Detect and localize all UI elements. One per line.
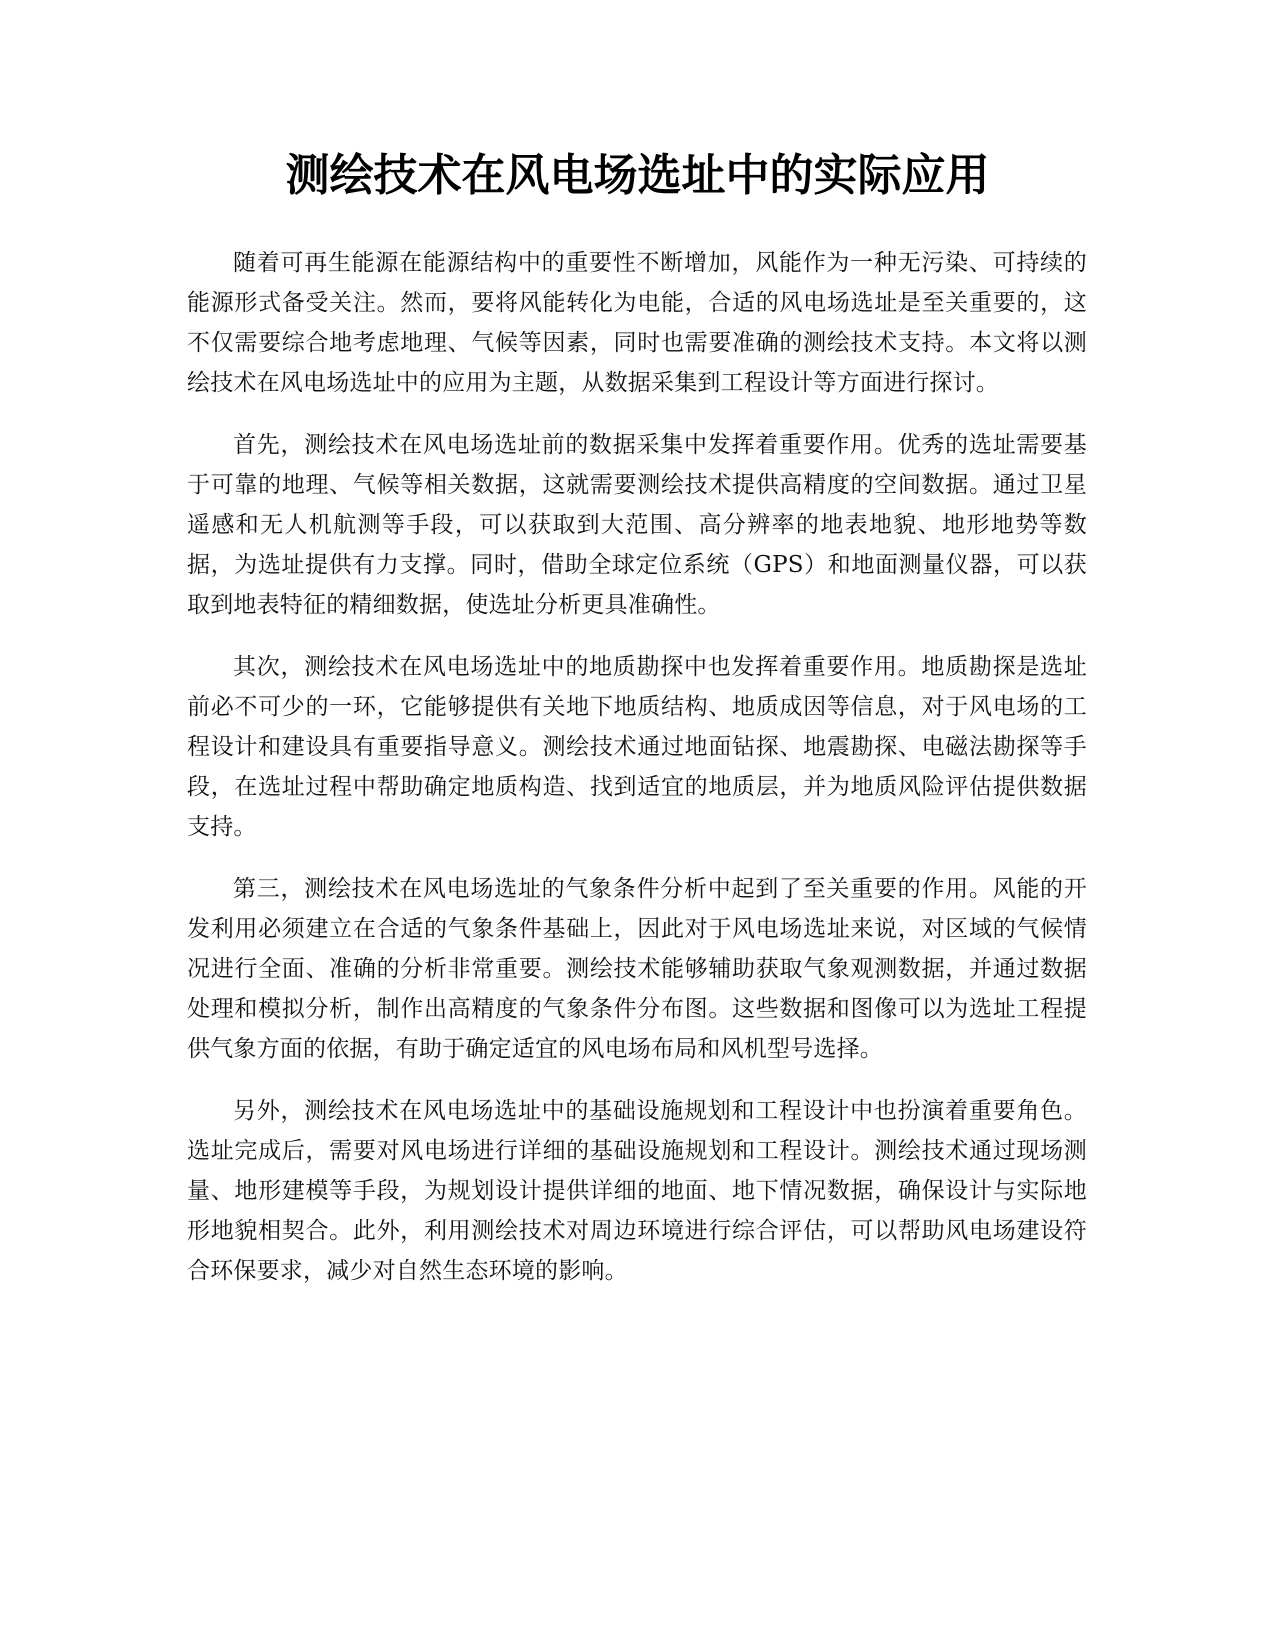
page-title: 测绘技术在风电场选址中的实际应用 <box>285 150 990 201</box>
paragraph-intro: 随着可再生能源在能源结构中的重要性不断增加，风能作为一种无污染、可持续的能源形式备受关注。然而，要将风能转化为电能，合适的风电场选址是至关重要的，这不仅需要综合地考虑地理、气候等因素，同时也需要准确的测绘技术支持。本文将以测绘技术在风电场选址中的应用为主题，从数据采集到工程设计等方面进行探讨。 <box>187 250 1087 396</box>
paragraph-infrastructure-planning: 另外，测绘技术在风电场选址中的基础设施规划和工程设计中也扮演着重要角色。选址完成后，需要对风电场进行详细的基础设施规划和工程设计。测绘技术通过现场测量、地形建模等手段，为规划设计提供详细的地面、地下情况数据，确保设计与实际地形地貌相契合。此外，利用测绘技术对周边环境进行综合评估，可以帮助风电场建设符合环保要求，减少对自然生态环境的影响。 <box>187 1098 1087 1284</box>
document-body <box>187 243 1087 1313</box>
paragraph-geological-survey: 其次，测绘技术在风电场选址中的地质勘探中也发挥着重要作用。地质勘探是选址前必不可少的一环，它能够提供有关地下地质结构、地质成因等信息，对于风电场的工程设计和建设具有重要指导意义。测绘技术通过地面钻探、地震勘探、电磁法勘探等手段，在选址过程中帮助确定地质构造、找到适宜的地质层，并为地质风险评估提供数据支持。 <box>187 654 1087 840</box>
paragraph-data-collection: 首先，测绘技术在风电场选址前的数据采集中发挥着重要作用。优秀的选址需要基于可靠的地理、气候等相关数据，这就需要测绘技术提供高精度的空间数据。通过卫星遥感和无人机航测等手段，可以获取到大范围、高分辨率的地表地貌、地形地势等数据，为选址提供有力支撑。同时，借助全球定位系统（GPS）和地面测量仪器，可以获取到地表特征的精细数据，使选址分析更具准确性。 <box>187 432 1087 618</box>
paragraph-meteorological-analysis: 第三，测绘技术在风电场选址的气象条件分析中起到了至关重要的作用。风能的开发利用必须建立在合适的气象条件基础上，因此对于风电场选址来说，对区域的气候情况进行全面、准确的分析非常重要。测绘技术能够辅助获取气象观测数据，并通过数据处理和模拟分析，制作出高精度的气象条件分布图。这些数据和图像可以为选址工程提供气象方面的依据，有助于确定适宜的风电场布局和风机型号选择。 <box>187 876 1087 1062</box>
